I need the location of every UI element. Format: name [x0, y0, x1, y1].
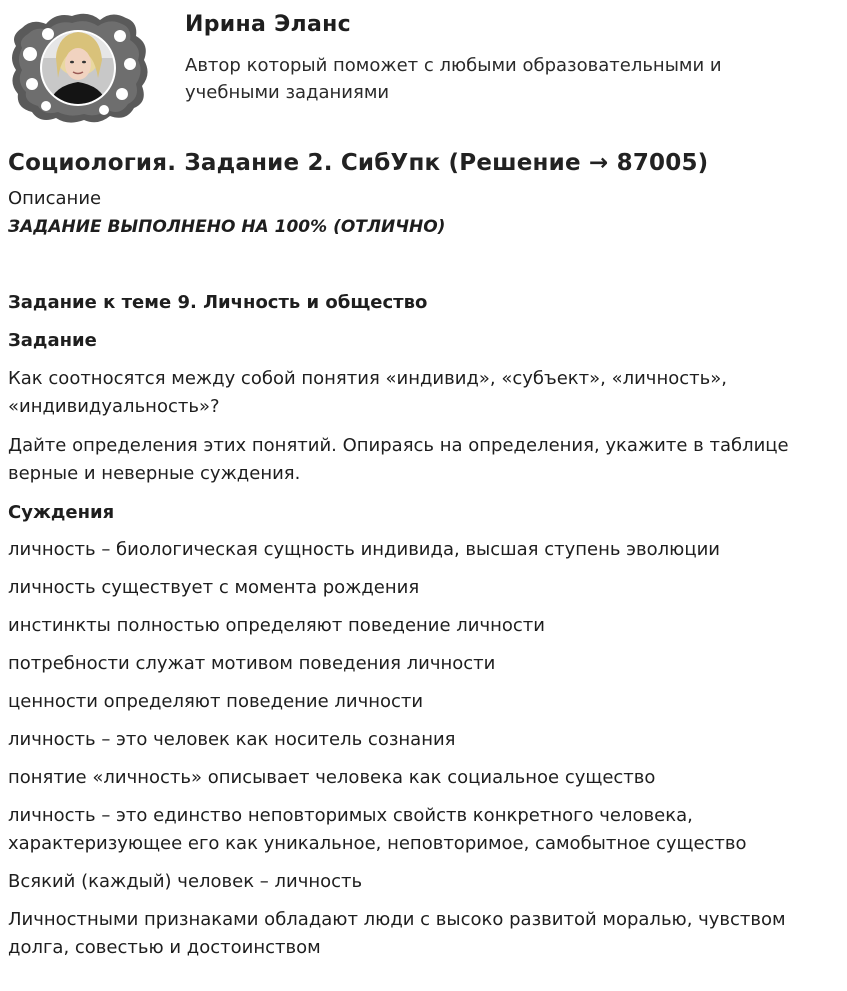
- document-content: [8, 146, 840, 962]
- task-question: Как соотносятся между собой понятия «индивид», «субъект», «личность», «индивидуальность»?: [8, 368, 727, 417]
- judgements-heading: Суждения: [8, 502, 115, 523]
- judgement-item: личность – это человек как носитель сознания: [8, 729, 456, 750]
- status-text: ЗАДАНИЕ ВЫПОЛНЕНО НА 100% (ОТЛИЧНО): [8, 217, 446, 237]
- task-instruction: Дайте определения этих понятий. Опираясь на определения, укажите в таблице верные и неверные суждения.: [8, 435, 789, 484]
- author-avatar[interactable]: [8, 8, 152, 126]
- judgement-item: личность – биологическая сущность индивида, высшая ступень эволюции: [8, 539, 720, 560]
- author-description: Автор который поможет с любыми образовательными и учебными заданиями: [185, 55, 722, 103]
- judgements-list: [8, 536, 840, 962]
- description-label: Описание: [8, 188, 102, 209]
- judgement-item: личность – это единство неповторимых свойств конкретного человека, характеризующее его как уникальное, неповторимое, самобытное существо: [8, 805, 747, 854]
- judgement-item: Всякий (каждый) человек – личность: [8, 871, 363, 892]
- judgement-item: потребности служат мотивом поведения личности: [8, 653, 496, 674]
- topic-heading: Задание к теме 9. Личность и общество: [8, 292, 428, 313]
- judgement-item: Личностными признаками обладают люди с высоко развитой моралью, чувством долга, совестью и достоинством: [8, 909, 786, 958]
- task-heading: Задание: [8, 330, 97, 351]
- page-title: Социология. Задание 2. СибУпк (Решение → 87005): [8, 150, 709, 176]
- judgement-item: понятие «личность» описывает человека как социальное существо: [8, 767, 656, 788]
- judgement-item: инстинкты полностью определяют поведение личности: [8, 615, 545, 636]
- film-reel-frame-icon: [8, 8, 152, 126]
- judgement-item: ценности определяют поведение личности: [8, 691, 424, 712]
- author-name[interactable]: Ирина Эланс: [185, 12, 351, 37]
- author-header: [0, 0, 847, 128]
- judgement-item: личность существует с момента рождения: [8, 577, 420, 598]
